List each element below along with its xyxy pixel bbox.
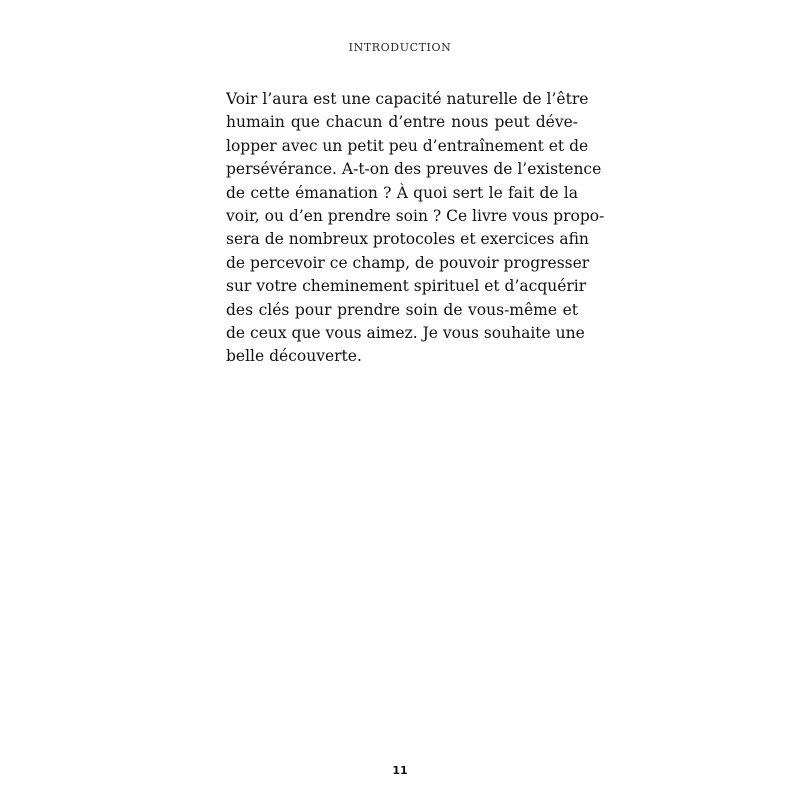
paragraph-line: sera de nombreux protocoles et exercices afin	[226, 230, 589, 249]
paragraph-line: sur votre cheminement spirituel et d’acquérir	[226, 277, 587, 296]
paragraph-line: des clés pour prendre soin de vous-même et	[226, 300, 578, 319]
body-paragraph	[226, 88, 605, 369]
paragraph-line: humain que chacun d’entre nous peut déve-	[226, 113, 578, 132]
paragraph-line: belle découverte.	[226, 347, 362, 366]
running-head: INTRODUCTION	[348, 41, 452, 54]
paragraph-line: voir, ou d’en prendre soin ? Ce livre vous propo-	[226, 207, 605, 226]
page-number: 11	[392, 764, 408, 777]
paragraph-line: de cette émanation ? À quoi sert le fait de la	[226, 183, 578, 202]
paragraph-line: persévérance. A-t-on des preuves de l’existence	[226, 160, 602, 179]
paragraph-line: de percevoir ce champ, de pouvoir progresser	[226, 253, 590, 272]
paragraph-line: Voir l’aura est une capacité naturelle de l’être	[226, 90, 589, 108]
paragraph-line: lopper avec un petit peu d’entraînement et de	[226, 136, 589, 155]
paragraph-line: de ceux que vous aimez. Je vous souhaite une	[226, 324, 585, 343]
